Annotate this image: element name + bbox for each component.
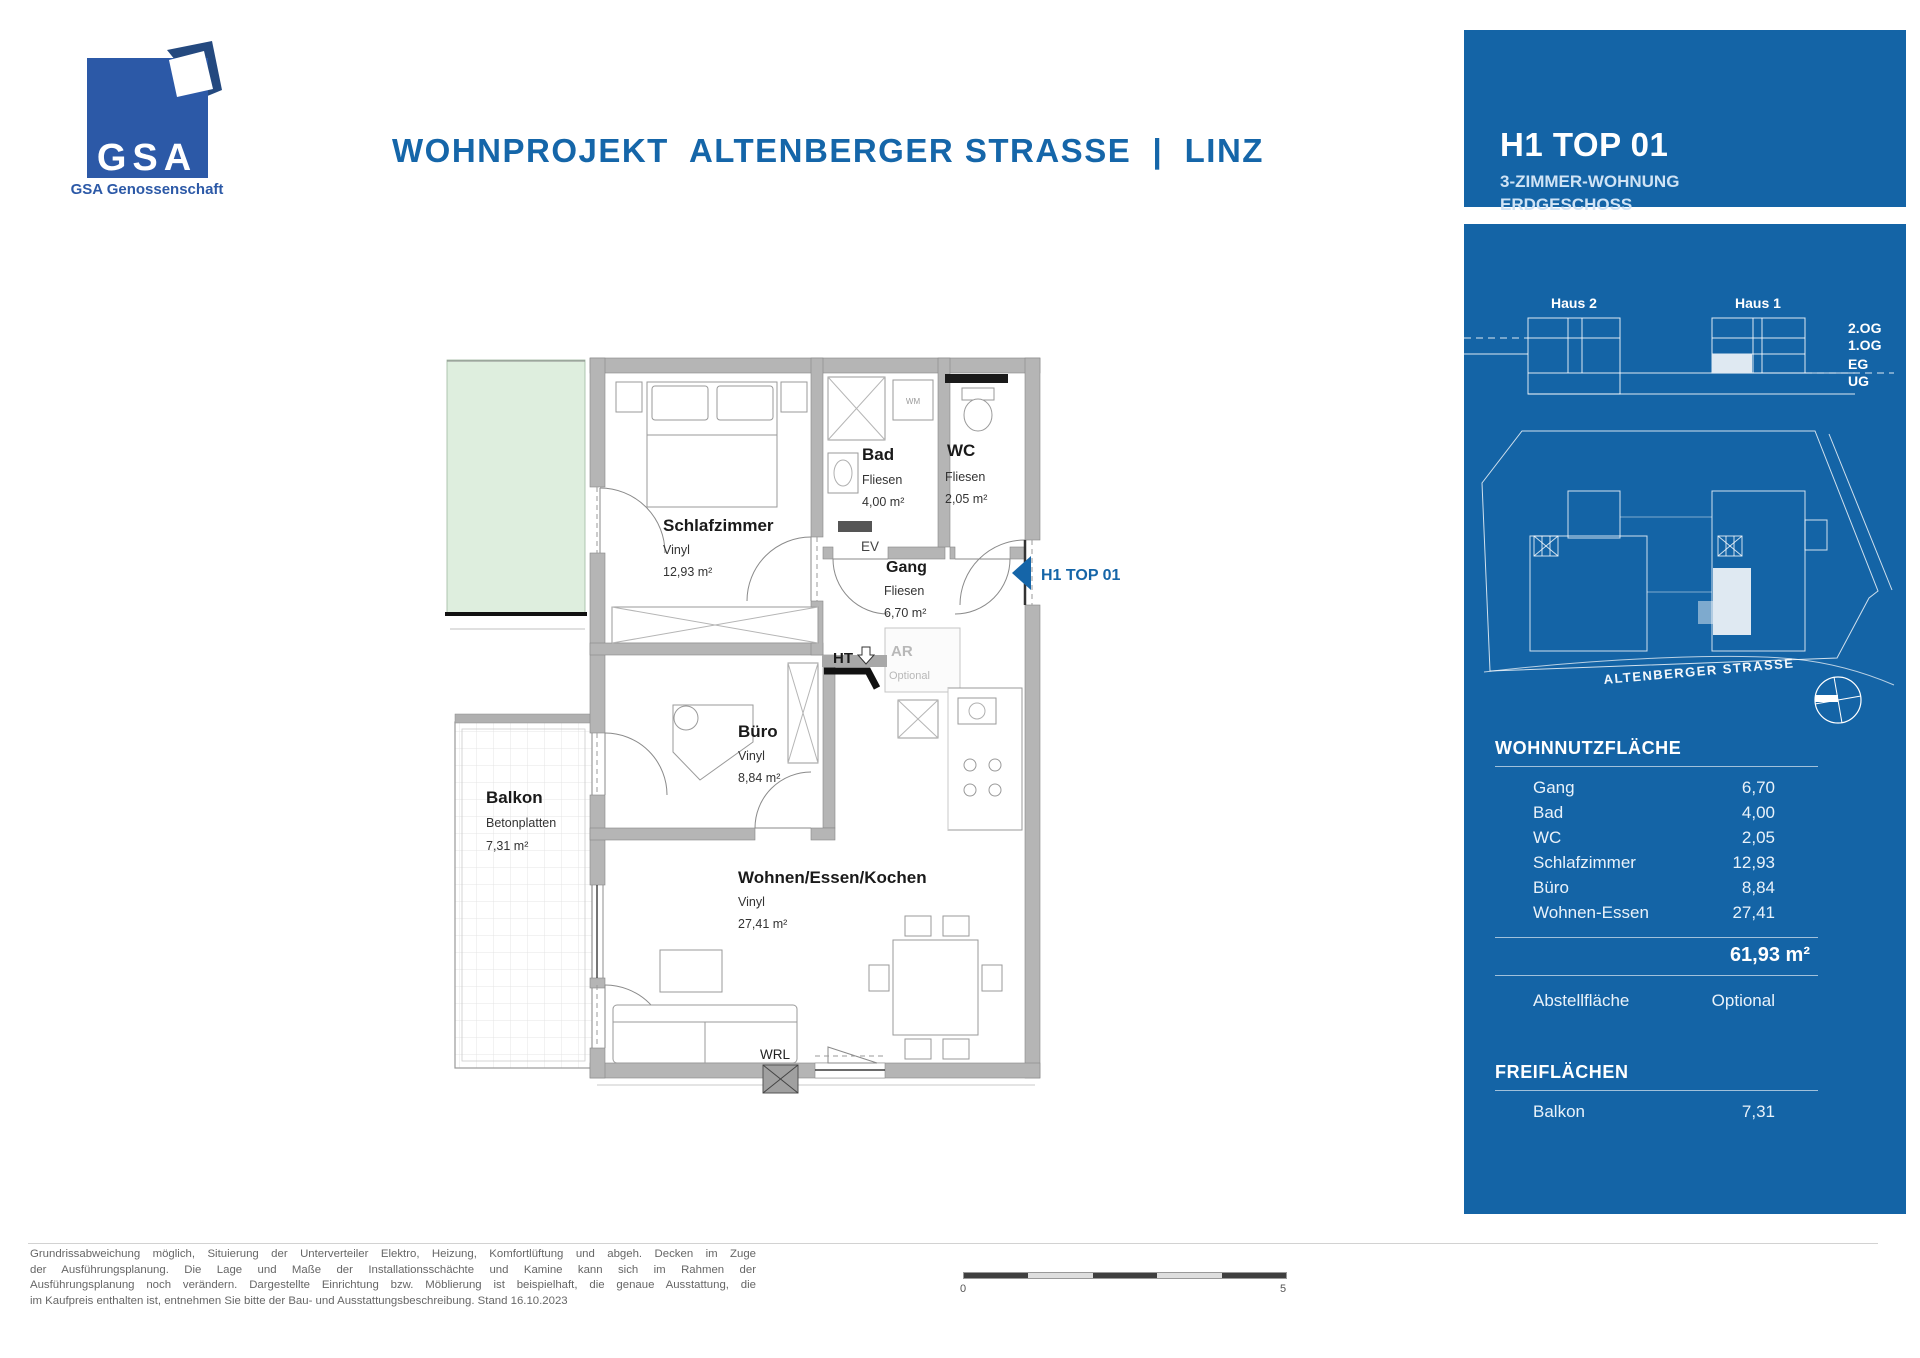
page-title: WOHNPROJEKT ALTENBERGER STRASSE | LINZ xyxy=(392,132,1264,169)
sidebar-body xyxy=(1464,224,1906,1214)
free-areas-table xyxy=(1495,1062,1818,1124)
svg-text:8,84 m²: 8,84 m² xyxy=(738,771,781,785)
svg-text:Fliesen: Fliesen xyxy=(945,470,986,484)
wc-window xyxy=(945,374,1008,383)
street-label: ALTENBERGER STRASSE xyxy=(1602,655,1796,687)
floor-label-eg: EG xyxy=(1848,356,1869,372)
wrl-label: WRL xyxy=(760,1047,790,1062)
elevation-diagram xyxy=(1464,236,1906,416)
haus2-label: Haus 2 xyxy=(1551,295,1597,311)
ht-wall xyxy=(822,655,887,667)
svg-text:27,41 m²: 27,41 m² xyxy=(738,917,788,931)
scale-end-label: 5 xyxy=(1280,1283,1287,1295)
table-row: Schlafzimmer 12,93 xyxy=(1533,852,1775,872)
footer-divider xyxy=(28,1243,1878,1244)
highlighted-unit-elevation xyxy=(1712,354,1752,373)
svg-text:Fliesen: Fliesen xyxy=(862,473,903,487)
stairwell-hatch xyxy=(1534,536,1742,556)
svg-text:Vinyl: Vinyl xyxy=(738,895,765,909)
area-table xyxy=(1495,738,1818,1013)
svg-text:12,93 m²: 12,93 m² xyxy=(663,565,713,579)
unit-annex xyxy=(1698,601,1713,624)
svg-text:Vinyl: Vinyl xyxy=(663,543,690,557)
svg-text:2,05 m²: 2,05 m² xyxy=(945,492,988,506)
unit-subtitle-1: 3-ZIMMER-WOHNUNG xyxy=(1500,172,1680,191)
room-wohnen-label: Wohnen/Essen/Kochen xyxy=(738,868,927,887)
nightstand-left xyxy=(616,382,642,412)
unit-subtitle-2: ERDGESCHOSS xyxy=(1500,195,1633,214)
scale-bar xyxy=(963,1272,1287,1279)
table-row: Wohnen-Essen 27,41 xyxy=(1533,902,1775,922)
entrance-marker-label: H1 TOP 01 xyxy=(1041,567,1121,584)
floor-label-2og: 2.OG xyxy=(1848,320,1882,336)
room-balkon-label: Balkon xyxy=(486,788,543,807)
free-areas-title: FREIFLÄCHEN xyxy=(1495,1062,1818,1091)
floor-label-1og: 1.OG xyxy=(1848,337,1882,353)
room-wc-label: WC xyxy=(947,441,976,460)
table-row: Balkon 7,31 xyxy=(1533,1101,1775,1121)
nightstand-right xyxy=(781,382,807,412)
coffee-table xyxy=(660,950,722,992)
toilet xyxy=(962,388,994,431)
logo-text: GSA xyxy=(96,137,198,179)
room-schlafzimmer-label: Schlafzimmer xyxy=(663,516,774,535)
wardrobe xyxy=(612,607,818,643)
room-gang-label: Gang xyxy=(886,559,927,576)
wrl-box xyxy=(763,1065,798,1093)
table-row: WC 2,05 xyxy=(1533,827,1775,847)
table-row: Bad 4,00 xyxy=(1533,802,1775,822)
area-table-title: WOHNNUTZFLÄCHE xyxy=(1495,738,1818,767)
table-row-extra: Abstellfläche Optional xyxy=(1533,990,1775,1010)
floor-label-ug: UG xyxy=(1848,373,1869,389)
buero-cabinet xyxy=(788,663,818,763)
ar-niche xyxy=(885,628,960,692)
washbasin xyxy=(828,453,858,493)
shower xyxy=(828,377,885,440)
logo-subtitle: GSA Genossenschaft xyxy=(70,181,224,198)
floor-plan xyxy=(360,340,1180,1140)
compass-icon xyxy=(1815,677,1861,723)
svg-text:7,31 m²: 7,31 m² xyxy=(486,839,529,853)
ev-label: EV xyxy=(861,539,880,554)
garden-area xyxy=(445,360,587,629)
ht-label: HT xyxy=(833,650,853,667)
site-plan xyxy=(1464,422,1906,740)
scale-start-label: 0 xyxy=(960,1283,967,1295)
disclaimer-text: Grundrissabweichung möglich, Situierung der Unterverteiler Elektro, Heizung, Komfortlüftung und abgeh. Decken im Zuge der Ausführungsplanung. Die Lage und Maße der Installationsschächte und Kamine kann sich im Rahmen der Ausführungsplanung noch verändern. Dargestellte Einrichtung bzw. Möblierung ist beispielhaft, die genaue Ausstattung, die im Kaufpreis enthalten ist, entnehmen Sie bitte der Bau- und Ausstattungsbeschreibung. Stand 16.10.2023 xyxy=(30,1248,756,1307)
svg-text:Fliesen: Fliesen xyxy=(884,584,925,598)
ev-board xyxy=(838,521,872,532)
room-bad-label: Bad xyxy=(862,445,895,464)
highlighted-unit-siteplan xyxy=(1713,568,1751,635)
ar-optional-label: Optional xyxy=(889,670,930,682)
wm-label: WM xyxy=(905,397,921,406)
ar-label: AR xyxy=(891,643,913,660)
entrance-marker xyxy=(1012,556,1121,590)
kitchen-counter xyxy=(948,688,1022,830)
unit-title: H1 TOP 01 xyxy=(1500,126,1669,163)
balcony xyxy=(455,714,592,1068)
area-total: 61,93 m² xyxy=(1729,944,1810,966)
desk-chair xyxy=(674,706,698,730)
svg-text:Betonplatten: Betonplatten xyxy=(486,816,557,830)
haus1-label: Haus 1 xyxy=(1735,295,1781,311)
sidebar-header xyxy=(1464,30,1906,214)
svg-text:4,00 m²: 4,00 m² xyxy=(862,495,905,509)
table-row: Büro 8,84 xyxy=(1533,877,1775,897)
room-buero-label: Büro xyxy=(738,722,778,741)
fridge-box xyxy=(898,700,938,738)
gsa-logo xyxy=(0,0,260,210)
svg-text:6,70 m²: 6,70 m² xyxy=(884,606,927,620)
table-row: Gang 6,70 xyxy=(1533,777,1775,797)
svg-text:Vinyl: Vinyl xyxy=(738,749,765,763)
